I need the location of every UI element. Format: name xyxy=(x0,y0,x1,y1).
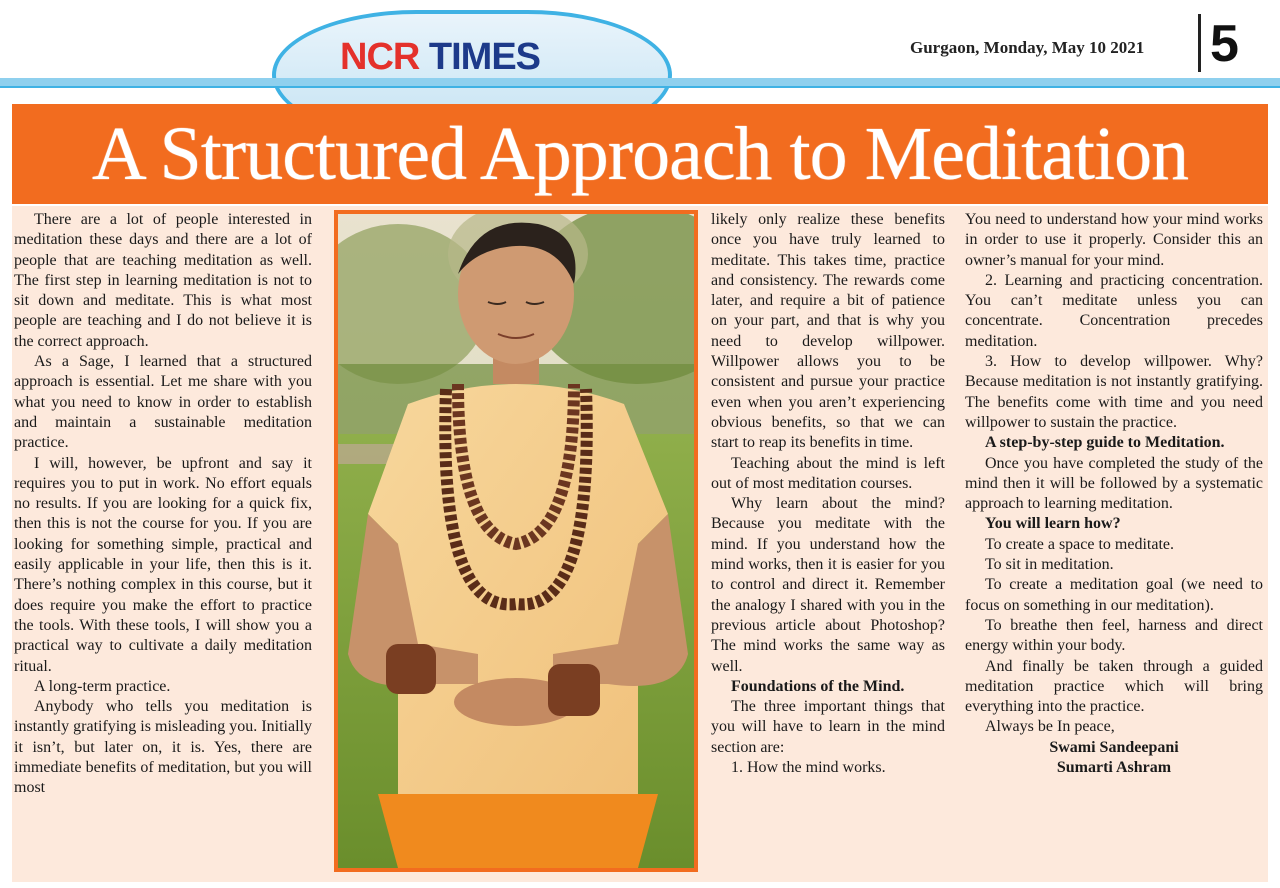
meditating-man-photo[interactable] xyxy=(338,214,694,868)
paragraph: I will, however, be upfront and say it requires you to put in work. No effort equals no results. If you are looking for a quick fix, then this is not the course for you. If you are looking for something simple, practical and easily applicable in your life, then this is it. There’s nothing complex in this course, but it does require you make the effort to practice the tools. With these tools, I will show you a practical way to cultivate a daily meditation ritual. xyxy=(14,454,312,675)
paragraph: Anybody who tells you meditation is instantly gratifying is misleading you. Initially it isn’t, but later on, it is. Yes, there are immediate benefits of meditation, but you will most xyxy=(14,698,312,797)
paragraph: To sit in meditation. xyxy=(985,556,1114,574)
paragraph: A long-term practice. xyxy=(34,677,171,695)
photo-illustration xyxy=(338,214,694,868)
masthead-rule-line xyxy=(0,86,1280,88)
masthead-rule xyxy=(0,78,1280,86)
paragraph: You need to understand how your mind works in order to use it properly. Consider this an owner’s manual for your mind. xyxy=(965,211,1263,269)
page-number-divider xyxy=(1198,14,1201,72)
paragraph: likely only realize these benefits once you have truly learned to meditate. This takes time, practice and consistency. The rewards come later, and require a bit of patience on your part, and that is why you need to develop willpower. Willpower allows you to be consistent and pursue your practice even when you aren’t experiencing obvious benefits, so that we can start to reap its benefits in time. xyxy=(711,211,945,452)
paragraph: 2. Learning and practicing concentration. You can’t meditate unless you can concentrate. Concentration precedes meditation. xyxy=(965,271,1263,350)
paragraph: And finally be taken through a guided meditation practice which will bring everything into the practice. xyxy=(965,657,1263,716)
newspaper-logo[interactable] xyxy=(340,36,580,78)
paragraph: 3. How to develop willpower. Why? Because meditation is not instantly gratifying. The benefits come with time and you need willpower to sustain the practice. xyxy=(965,353,1263,431)
paragraph: Why learn about the mind? Because you meditate with the mind. If you understand how the mind works, then it is easier for you to control and direct it. Remember the analogy I shared with you in the previous article about Photoshop? The mind works the same way as well. xyxy=(711,495,945,675)
dateline: Gurgaon, Monday, May 10 2021 xyxy=(910,38,1145,57)
paragraph: Swami Sandeepani xyxy=(1049,738,1179,756)
paragraph: You will learn how? xyxy=(985,515,1121,533)
paragraph: Once you have completed the study of the mind then it will be followed by a systematic approach to learning meditation. xyxy=(965,454,1263,513)
article-headline: A Structured Approach to Meditation xyxy=(91,112,1189,196)
paragraph: 1. How the mind works. xyxy=(731,759,886,777)
paragraph: Sumarti Ashram xyxy=(1056,759,1172,777)
paragraph: To create a meditation goal (we need to focus on something in our meditation). xyxy=(965,576,1263,614)
logo-ncr: NCR xyxy=(340,36,420,78)
paragraph: A step-by-step guide to Meditation. xyxy=(985,434,1225,452)
paragraph: To breathe then feel, harness and direct energy within your body. xyxy=(965,616,1263,655)
article-column-3 xyxy=(711,210,945,880)
paragraph: There are a lot of people interested in meditation these days and there are a lot of people that are teaching meditation as well. The first step in learning meditation is not to sit down and meditate. This is what most people are teaching and I do not believe it is the correct approach. xyxy=(14,211,312,350)
logo-times: TIMES xyxy=(428,36,541,78)
paragraph: To create a space to meditate. xyxy=(985,535,1174,553)
paragraph: As a Sage, I learned that a structured approach is essential. Let me share with you what you need to know in order to establish and maintain a sustainable meditation practice. xyxy=(14,353,312,452)
page-number: 5 xyxy=(1210,15,1239,73)
paragraph: Teaching about the mind is left out of most meditation courses. xyxy=(711,454,945,492)
article-column-4 xyxy=(965,210,1263,880)
paragraph: Always be In peace, xyxy=(985,718,1115,736)
paragraph: Foundations of the Mind. xyxy=(731,677,905,695)
paragraph: The three important things that you will have to learn in the mind section are: xyxy=(711,698,945,756)
article-column-1 xyxy=(14,210,312,880)
